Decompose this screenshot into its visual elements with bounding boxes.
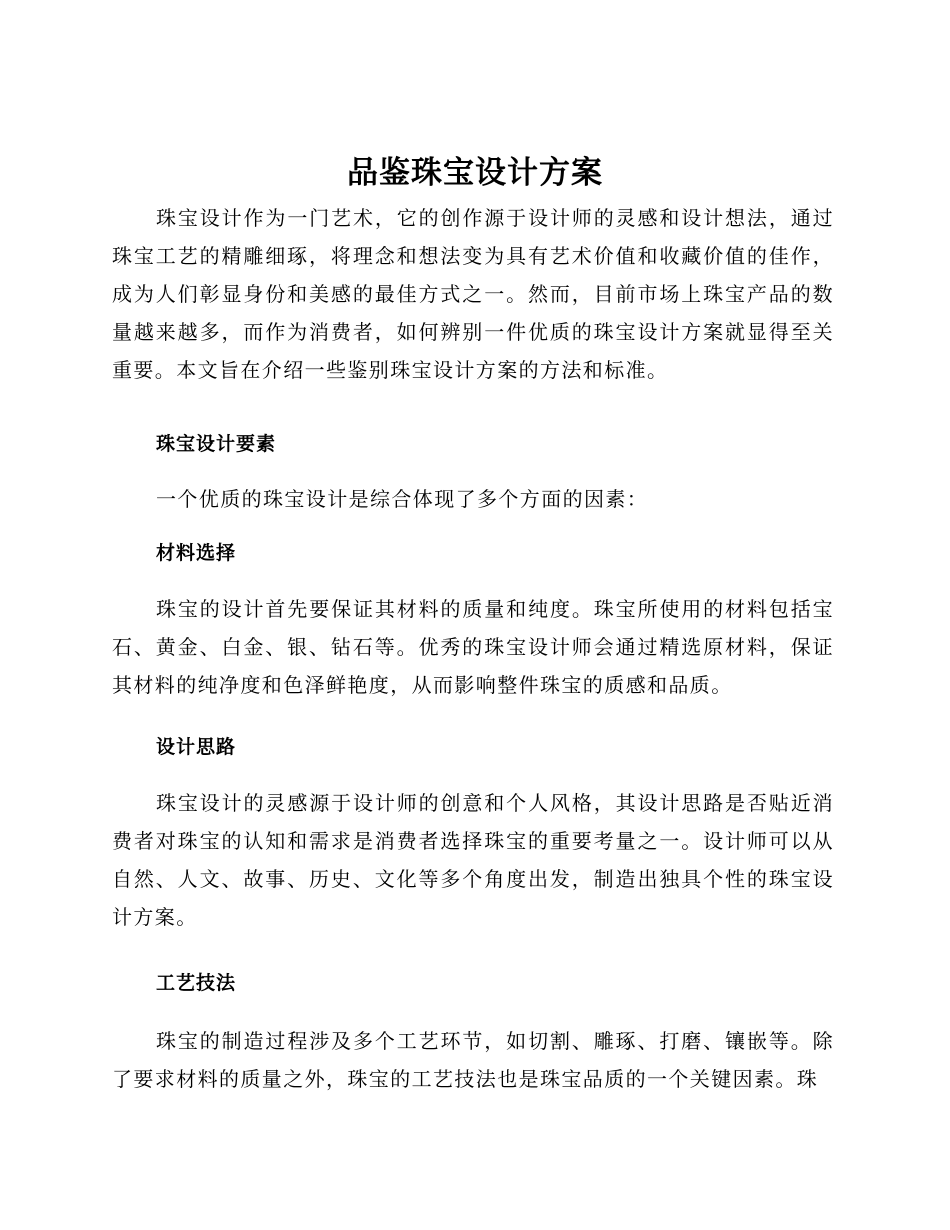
- section-heading-design-concept: 设计思路: [156, 736, 237, 758]
- section-paragraph-material-selection: 珠宝的设计首先要保证其材料的质量和纯度。珠宝所使用的材料包括宝石、黄金、白金、银、钻石等。优秀的珠宝设计师会通过精选原材料，保证其材料的纯净度和色泽鲜艳度，从而影响整件珠宝的质感和品质。: [112, 597, 834, 697]
- section-paragraph-craftsmanship: 珠宝的制造过程涉及多个工艺环节，如切割、雕琢、打磨、镶嵌等。除了要求材料的质量之外，珠宝的工艺技法也是珠宝品质的一个关键因素。珠: [112, 1029, 834, 1091]
- section-paragraph-design-concept: 珠宝设计的灵感源于设计师的创意和个人风格，其设计思路是否贴近消费者对珠宝的认知和需求是消费者选择珠宝的重要考量之一。设计师可以从自然、人文、故事、历史、文化等多个角度出发，制造出独具个性的珠宝设计方案。: [112, 791, 834, 929]
- section-heading-material-selection: 材料选择: [156, 542, 237, 564]
- section-paragraph-design-elements: 一个优质的珠宝设计是综合体现了多个方面的因素：: [156, 487, 649, 511]
- intro-paragraph: 珠宝设计作为一门艺术，它的创作源于设计师的灵感和设计想法，通过珠宝工艺的精雕细琢，将理念和想法变为具有艺术价值和收藏价值的佳作，成为人们彰显身份和美感的最佳方式之一。然而，目前市场上珠宝产品的数量越来越多，而作为消费者，如何辨别一件优质的珠宝设计方案就显得至关重要。本文旨在介绍一些鉴别珠宝设计方案的方法和标准。: [112, 206, 834, 382]
- section-heading-craftsmanship: 工艺技法: [156, 972, 237, 994]
- section-heading-design-elements: 珠宝设计要素: [156, 433, 277, 455]
- document-title: 品鉴珠宝设计方案: [347, 155, 603, 191]
